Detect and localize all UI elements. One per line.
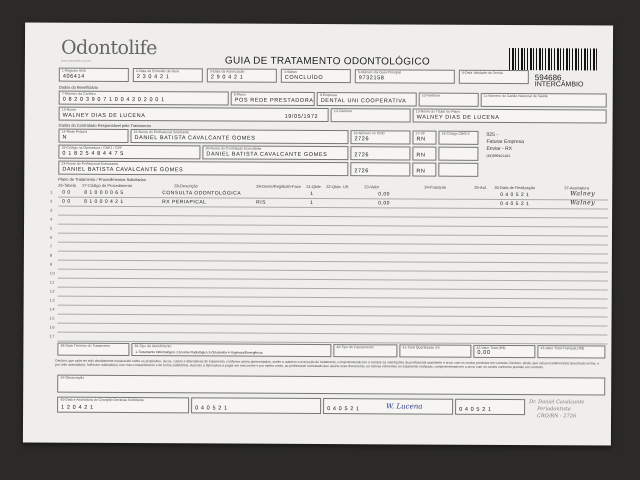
uf-2-field[interactable]: RN [412, 146, 436, 160]
row-number: 9 [49, 261, 53, 267]
row-number: 8 [49, 252, 53, 258]
beneficiario-section-title: Dados do Beneficiário [58, 84, 98, 90]
nome-beneficiario-field[interactable]: 12-Nome WALNEY DIAS DE LUCENA 19/05/1972 [59, 107, 329, 122]
row-number: 7 [49, 243, 53, 249]
dentist-stamp-role: Periodontista [537, 406, 571, 413]
data-autorizacao-field[interactable]: 3-Data da Autorização 2 9 0 4 2 1 [207, 68, 277, 82]
uf-3-field[interactable]: RN [412, 162, 436, 176]
total-us-field[interactable]: 41-Total Quantidade US [399, 344, 471, 357]
observacao-field[interactable]: 44-Observação [57, 375, 605, 396]
treatment-form-sheet [23, 22, 613, 445]
tipo-atendimento-field[interactable]: 39-Tipo de Atendimento 1-Tratamento Odontológico 2-Exame Radiológico 3-Ortodontia 4-Urgência/Emergência [131, 343, 331, 357]
beneficiary-signature: W. Lucena [386, 402, 423, 411]
data-emissao-field[interactable]: 2-Data de Emissão da Guia 2 3 0 4 2 1 [133, 68, 203, 82]
dentist-stamp-cro: CRO/RN - 2726 [537, 413, 577, 420]
logo-url: www.odontolife.com.br [60, 58, 92, 63]
billing-note: 025 - Faturar Empresa Enviar - RX (84)999401464 [486, 131, 525, 159]
profissional-solicitante-field[interactable]: 15-Nome do Profissional Solicitante DANIEL BATISTA CAVALCANTE GOMES [130, 129, 348, 144]
cro-2-field[interactable]: 2726 [350, 146, 410, 160]
cbo-2-field[interactable] [438, 147, 478, 161]
registro-ans-field[interactable]: 1-Registro ANS 406414 [59, 68, 129, 82]
uf-field[interactable]: 17-UF RN [412, 130, 436, 144]
tipo-faturamento-field[interactable]: 40-Tipo de Faturamento [333, 344, 397, 357]
col-tabela: 26-Tabela [58, 182, 76, 188]
dentist-stamp-name: Dr. Daniel Cavalcante [529, 399, 585, 406]
profissional-executante-field[interactable]: 23-Nome do Profissional Executante DANIEL BATISTA CAVALCANTE GOMES [58, 161, 348, 177]
titular-field[interactable]: 13-Nome do Titular do Plano WALNEY DIAS DE LUCENA [413, 108, 607, 123]
col-descricao: 28-Descrição [174, 183, 198, 189]
signature: Walney [570, 190, 596, 198]
form-title: GUIA DE TRATAMENTO ODONTOLÓGICO [224, 55, 431, 68]
telefone-2-field[interactable]: 10-Telefone [331, 108, 411, 122]
row-number: 6 [49, 234, 53, 240]
row-number: 13 [49, 297, 56, 303]
carteira-field[interactable]: 7-Número da Carteira 0 8 2 0 3 9 0 7 1 0 0 4 2 0 2 0 0 1 [59, 91, 229, 106]
row-number: 15 [49, 315, 56, 321]
plano-field[interactable]: 8-Plano POS REDE PRESTADORA [231, 92, 315, 106]
status-field[interactable]: 4-Status CONCLUÍDO [281, 69, 351, 83]
valor-total-field[interactable]: 42-Valor Total (R$) 0,00 [473, 345, 535, 358]
cro-field[interactable]: 16-Número no CRO 2726 [350, 130, 410, 144]
row-number: 17 [49, 333, 55, 339]
telefone-field[interactable]: 10-Telefone [419, 93, 479, 107]
signature: Walney [570, 199, 596, 207]
data-nascimento: 19/05/1972 [284, 113, 319, 120]
odontolife-logo: Odontolife [60, 36, 157, 60]
declaration-text: Declaro, que após ter sido devidamente esclarecido sobre os propósitos, riscos, custos e alternativas de tratamento, conforme acima apresentados, aceito e autorizo a execução do tratamento, comprometendo-me a cumprir as orientações do profissional assistente e arcar com os custos previstos em contrato. Declaro, ainda, que o(s) procedimento(s) descrito(s) acima, e por mim assinado(s), foi/foram realizado(s) com meu consentimento e de forma satisfatória. Autorizo a Operadora a pagar em meu nome e por minha conta, ao profissional contratado que assina esse documento, os valores referentes ao tratamento realizado, comprometendo-me a arcar com os custos conforme previsto em contrato. [55, 358, 600, 370]
data-assinatura-solicitante[interactable]: 45-Data e Assinatura do Cirurgião-Dentista Solicitante 1 2 0 4 2 1 [57, 397, 189, 414]
data-termino-field[interactable]: 38-Data Término do Tratamento [57, 343, 129, 356]
row-number: 4 [50, 216, 53, 222]
operadora-field[interactable]: 19-Código na Operadora / CNPJ / CPF 0 1 8 2 5 4 8 4 4 7 5 [58, 145, 200, 160]
col-assinatura: 37-Assinatura [564, 185, 589, 191]
row-number: 11 [49, 279, 55, 285]
row-number: 14 [49, 306, 56, 312]
col-qtde-us: 32-Qtde. US [326, 184, 349, 190]
table-row[interactable]: 1 0 0 8 1 0 0 0 0 6 5 CONSULTA ODONTOLÓGICA 1 0,00 0 4 0 5 2 1 Walney [58, 189, 608, 200]
row-number: 3 [50, 207, 53, 213]
validade-senha-field[interactable]: 6-Data Validade da Senha [459, 70, 529, 84]
guia-principal-field[interactable]: 5-Número da Guia Principal 9732158 [355, 69, 455, 84]
rede-propria-field[interactable]: 14-Rede Própria N [58, 129, 128, 143]
contratado-section-title: Dados do Contratado Responsável pelo Tratamento [58, 122, 151, 129]
empresa-field[interactable]: 9-Empresa DENTAL UNI COOPERATIVA [317, 92, 417, 107]
data-assinatura-executante[interactable]: 0 4 0 5 2 1 [191, 397, 321, 414]
cro-3-field[interactable]: 2726 [350, 162, 410, 176]
cbo-field[interactable]: 18-Código CBO-S [438, 131, 478, 145]
col-codigo: 27-Código do Procedimento [82, 182, 133, 189]
data-assinatura-beneficiario[interactable]: 0 4 0 5 2 1 W. Lucena [323, 398, 453, 415]
col-valor: 33-Valor [364, 184, 380, 190]
row-number: 12 [49, 288, 56, 294]
row-number: 16 [49, 324, 55, 330]
guide-number: 594686 [534, 73, 562, 83]
valor-franquia-field[interactable]: 43-Valor Total Franquia (R$) [537, 345, 605, 358]
cns-field[interactable]: 11-Número do Cartão Nacional de Saúde [481, 93, 607, 108]
col-data-realizacao: 36-Data de Realização [494, 184, 535, 191]
data-assinatura-final[interactable]: 0 4 0 5 2 1 [455, 399, 525, 415]
cbo-3-field[interactable] [438, 163, 478, 177]
contratado-executante-field[interactable]: 20-Nome do Contratado Executante DANIEL BATISTA CAVALCANTE GOMES [202, 145, 348, 160]
row-number: 5 [50, 225, 53, 231]
col-face: 30-Face [286, 183, 301, 189]
plano-tratamento-title: Plano de Tratamento / Procedimentos Solicitados [58, 176, 146, 183]
col-regiao: 29-Dente/Região [256, 183, 287, 189]
col-qtde: 31-Qtde. [306, 183, 322, 190]
table-row[interactable]: 2 0 0 8 1 0 0 0 4 2 1 RX PERIAPICAL RIS 1 0,00 0 4 0 5 2 1 Walney [58, 198, 608, 209]
guide-kind: INTERCÂMBIO [534, 81, 584, 89]
col-franquia: 34-Franquia [424, 184, 446, 190]
row-number: 10 [49, 270, 56, 276]
barcode [509, 48, 597, 70]
col-aut: 35-Aut. [474, 184, 488, 190]
